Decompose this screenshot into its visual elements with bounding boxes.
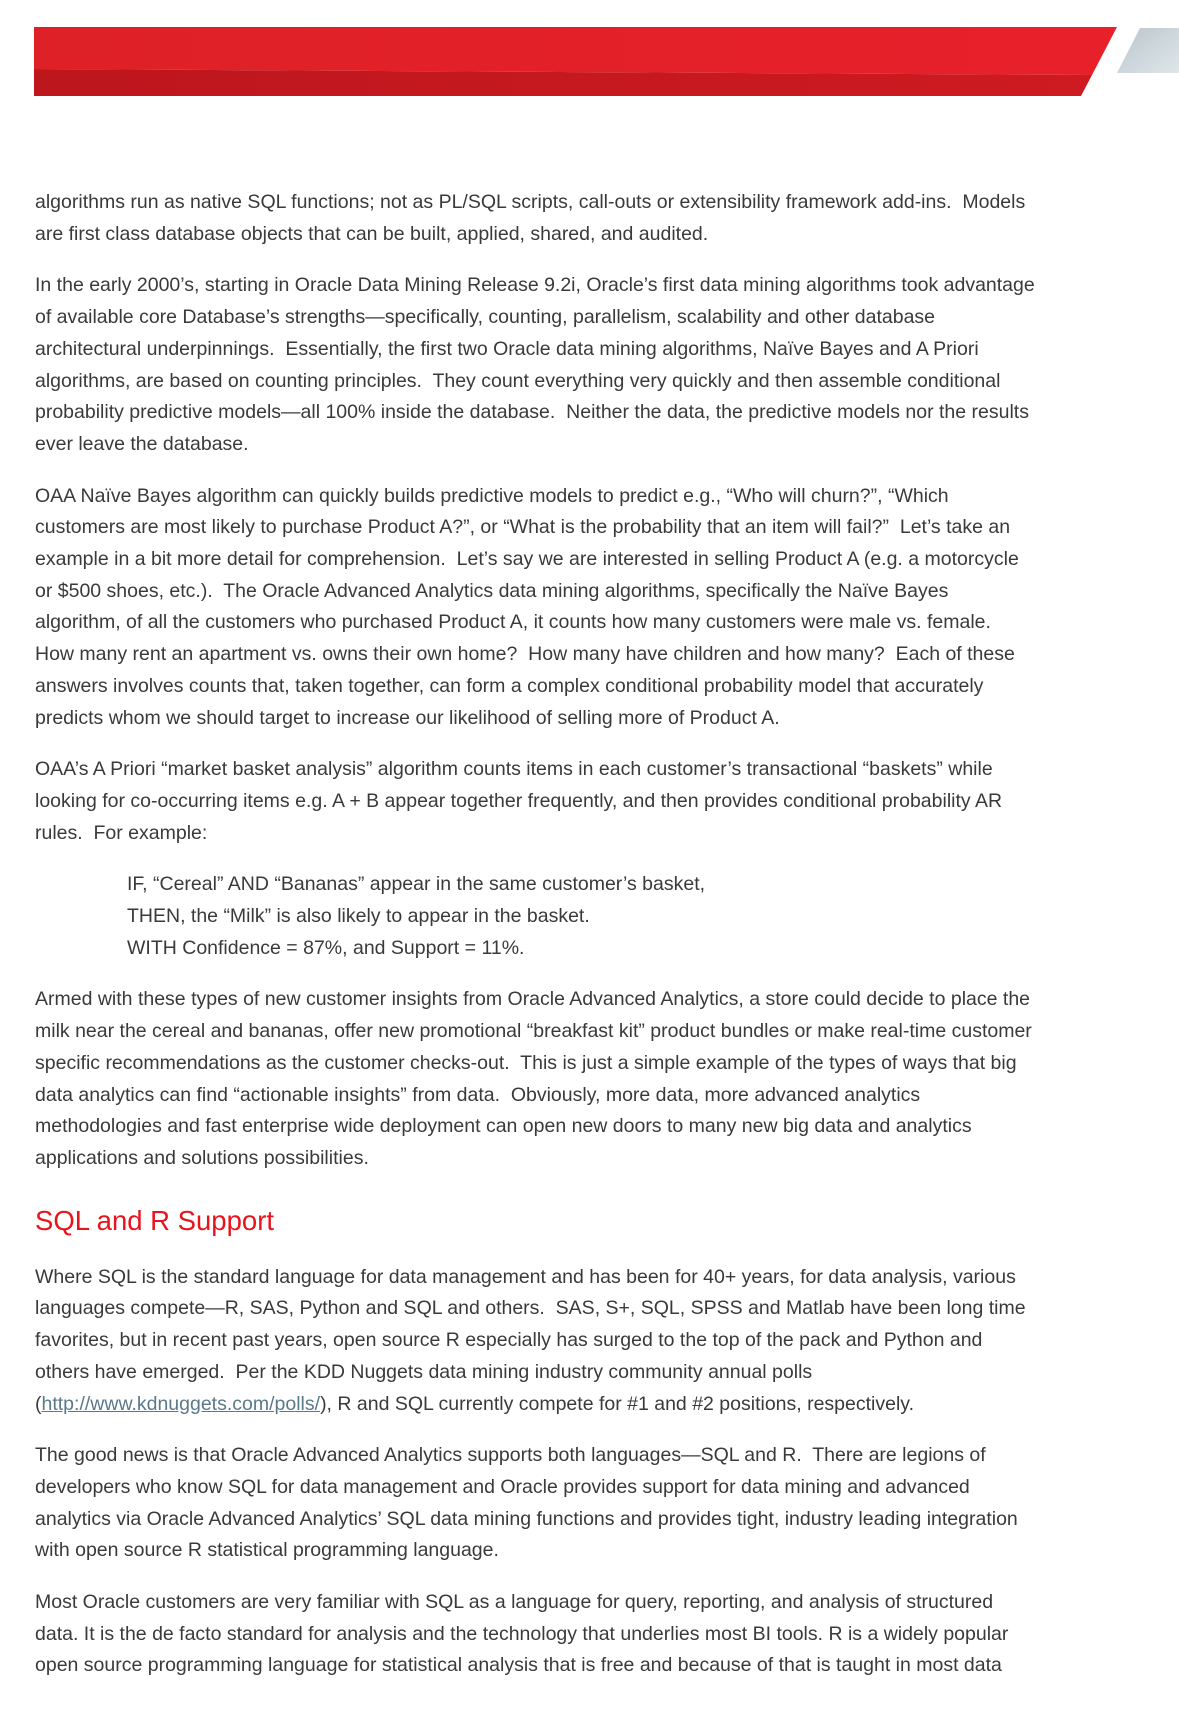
text-line: How many rent an apartment vs. owns their own home? How many have children and how many? Each of these <box>35 643 1015 666</box>
text-line: OAA Naïve Bayes algorithm can quickly builds predictive models to predict e.g., “Who will churn?”, “Which <box>35 484 949 507</box>
text-line: milk near the cereal and bananas, offer new promotional “breakfast kit” product bundles or make real-time customer <box>35 1020 1032 1043</box>
text-line: WITH Confidence = 87%, and Support = 11%. <box>127 936 525 959</box>
text-line: ever leave the database. <box>35 432 249 455</box>
text-line: looking for co-occurring items e.g. A + B appear together frequently, and then provides conditional probability AR <box>35 789 1003 812</box>
text-line: algorithm, of all the customers who purchased Product A, it counts how many customers were male vs. female. <box>35 611 991 634</box>
paragraph-algorithms <box>35 187 1127 250</box>
text-line: customers are most likely to purchase Product A?”, or “What is the probability that an item will fail?” Let’s take an <box>35 516 1011 539</box>
text-line: developers who know SQL for data management and Oracle provides support for data mining and advanced <box>35 1475 970 1498</box>
paragraph-where-sql <box>35 1262 1127 1421</box>
text-line: example in a bit more detail for comprehension. Let’s say we are interested in selling Product A (e.g. a motorcycle <box>35 548 1019 571</box>
banner-accent-shape <box>1117 28 1179 73</box>
text-line: data analytics can find “actionable insights” from data. Obviously, more data, more advanced analytics <box>35 1083 921 1106</box>
text-line: probability predictive models—all 100% inside the database. Neither the data, the predictive models nor the results <box>35 401 1029 424</box>
text-line: In the early 2000’s, starting in Oracle Data Mining Release 9.2i, Oracle’s first data mining algorithms took advantage <box>35 274 1035 297</box>
text-line: OAA’s A Priori “market basket analysis” algorithm counts items in each customer’s transactional “baskets” while <box>35 758 993 781</box>
text-line: analytics via Oracle Advanced Analytics’ SQL data mining functions and provides tight, industry leading integration <box>35 1507 1018 1530</box>
text-line: Where SQL is the standard language for data management and has been for 40+ years, for data analysis, various <box>35 1265 1016 1288</box>
header-banner <box>0 0 1179 110</box>
association-rule-example <box>127 869 1127 964</box>
text-line: specific recommendations as the customer checks-out. This is just a simple example of the types of ways that big <box>35 1051 1017 1074</box>
text-line: The good news is that Oracle Advanced Analytics supports both languages—SQL and R. There are legions of <box>35 1444 986 1467</box>
paragraph-naive-bayes <box>35 481 1127 735</box>
text-line: are first class database objects that can be built, applied, shared, and audited. <box>35 222 709 245</box>
text-line: open source programming language for statistical analysis that is free and because of that is taught in most data <box>35 1654 1002 1677</box>
text-line: methodologies and fast enterprise wide deployment can open new doors to many new big data and analytics <box>35 1115 972 1138</box>
paragraph-good-news <box>35 1440 1127 1567</box>
text-line: data. It is the de facto standard for analysis and the technology that underlies most BI tools. R is a widely popular <box>35 1622 1009 1645</box>
paragraph-armed-insights <box>35 984 1127 1174</box>
document-body <box>35 187 1127 1702</box>
text-line: predicts whom we should target to increase our likelihood of selling more of Product A. <box>35 706 780 729</box>
text-line: algorithms, are based on counting principles. They count everything very quickly and then assemble conditional <box>35 369 1001 392</box>
paragraph-most-oracle <box>35 1587 1127 1682</box>
text-line: algorithms run as native SQL functions; not as PL/SQL scripts, call-outs or extensibility framework add-ins. Models <box>35 191 1026 213</box>
banner-top-stripe <box>34 27 1117 75</box>
link-line-suffix: ), R and SQL currently compete for #1 and #2 positions, respectively. <box>320 1392 915 1415</box>
text-line: rules. For example: <box>35 821 208 844</box>
text-line: favorites, but in recent past years, open source R especially has surged to the top of the pack and Python and <box>35 1329 983 1352</box>
text-line: of available core Database’s strengths—specifically, counting, parallelism, scalability and other database <box>35 306 936 329</box>
text-line: THEN, the “Milk” is also likely to appear in the basket. <box>127 905 590 928</box>
section-heading-sql-and-r-support: SQL and R Support <box>35 1204 274 1236</box>
text-line: IF, “Cereal” AND “Bananas” appear in the same customer’s basket, <box>127 873 706 896</box>
link-line-prefix: ( <box>35 1392 42 1415</box>
paragraph-early-2000s <box>35 270 1127 460</box>
text-line: or $500 shoes, etc.). The Oracle Advanced Analytics data mining algorithms, specifically the Naïve Bayes <box>35 579 949 602</box>
text-line: with open source R statistical programming language. <box>35 1539 499 1562</box>
text-line: others have emerged. Per the KDD Nuggets data mining industry community annual polls <box>35 1360 813 1383</box>
text-line: Armed with these types of new customer insights from Oracle Advanced Analytics, a store could decide to place the <box>35 988 1031 1011</box>
paragraph-a-priori <box>35 754 1127 849</box>
text-line: languages compete—R, SAS, Python and SQL and others. SAS, S+, SQL, SPSS and Matlab have been long time <box>35 1297 1026 1320</box>
text-line: answers involves counts that, taken together, can form a complex conditional probability model that accurately <box>35 674 984 697</box>
text-line: applications and solutions possibilities. <box>35 1146 369 1169</box>
link-line <box>35 1389 1127 1421</box>
kdnuggets-polls-link[interactable]: http://www.kdnuggets.com/polls/ <box>41 1392 321 1415</box>
text-line: architectural underpinnings. Essentially, the first two Oracle data mining algorithms, Naïve Bayes and A Priori <box>35 337 979 360</box>
text-line: Most Oracle customers are very familiar with SQL as a language for query, reporting, and analysis of structured <box>35 1591 994 1614</box>
